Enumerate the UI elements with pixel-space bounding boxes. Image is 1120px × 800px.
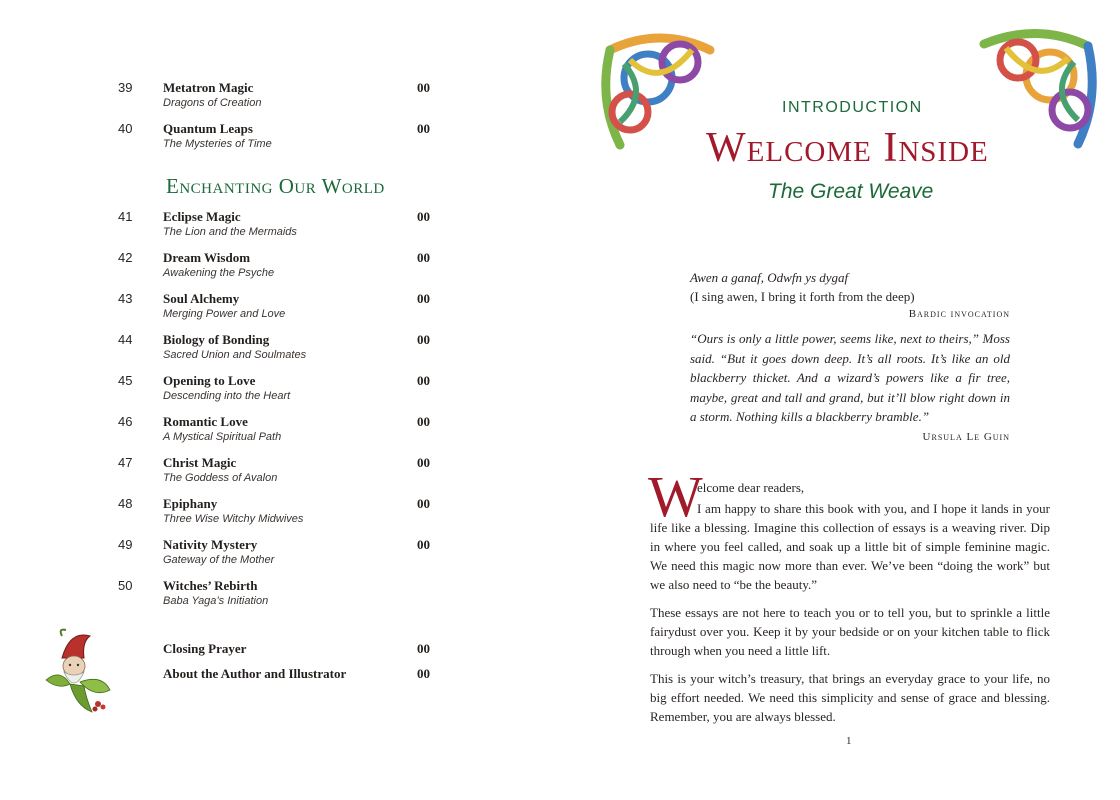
toc-number: 41 [118,209,133,224]
toc-subtitle: Gateway of the Mother [163,554,275,566]
body-paragraph-2-text: These essays are not here to teach you or to tell you, but to sprinkle a little fairydust over you. Keep it by your bedside or on your kitchen table to flick through when you need a little lift. [650,605,1050,658]
toc-subtitle: The Lion and the Mermaids [163,226,297,238]
toc-page-number: 00 [417,641,430,656]
toc-title: Christ Magic [163,455,237,470]
toc-number: 45 [118,373,133,388]
toc-title: Nativity Mystery [163,537,258,552]
epigraph-line-welsh: Awen a ganaf, Odwfn ys dygaf [690,270,849,285]
toc-section-heading: Enchanting Our World [166,174,385,198]
quote-attribution: Ursula Le Guin [922,431,1010,443]
toc-number: 46 [118,414,133,429]
toc-page-number: 00 [417,80,430,95]
toc-subtitle: Descending into the Heart [163,390,291,402]
toc-page-number: 00 [417,121,430,136]
toc-number: 44 [118,332,133,347]
toc-title: Eclipse Magic [163,209,241,224]
toc-number: 47 [118,455,133,470]
toc-title: Biology of Bonding [163,332,270,347]
toc-title: Witches’ Rebirth [163,578,258,593]
toc-page-number: 00 [417,455,430,470]
toc-number: 43 [118,291,133,306]
chapter-title: Welcome Inside [706,125,989,171]
toc-title: Epiphany [163,496,218,511]
toc-page-number: 00 [417,496,430,511]
toc-page-number: 00 [417,666,430,681]
toc-title: Quantum Leaps [163,121,253,136]
toc-title: Soul Alchemy [163,291,240,306]
toc-title: Opening to Love [163,373,256,388]
toc-subtitle: Merging Power and Love [163,308,286,320]
celtic-knot-left-icon [600,30,720,152]
body-paragraph-1-text: I am happy to share this book with you, and I hope it lands in your life like a blessing. Imagine this collection of essays is a weaving river. Dip in where you feel called, and soak up a little bit of simple feminine magic. We need this magic now more than ever. We’ve been “doing the work” but we also need to “be the beauty.” [650,501,1050,592]
drop-cap: W [648,464,703,529]
toc-subtitle: A Mystical Spiritual Path [163,431,282,443]
toc-number: 40 [118,121,133,136]
body-paragraph-3-text: This is your witch’s treasury, that brings an everyday grace to your life, no big effort needed. We need this simplicity and sense of grace and blessing. Remember, you are always blessed. [650,671,1050,724]
epigraph-quote: “Ours is only a little power, seems like, next to theirs,” Moss said. “But it goes down deep. It’s all roots. It’s like an old blackberry thicket. And a wizard’s powers like a fir tree, maybe, great and tall and grand, but it’ll blow right down in a storm. Nothing kills a blackberry bramble.” [690,331,1010,424]
toc-page-number: 00 [417,291,430,306]
body-paragraph-2 [650,603,1050,660]
chapter-subtitle: The Great Weave [768,180,934,203]
toc-subtitle: Three Wise Witchy Midwives [163,513,304,525]
toc-subtitle: Baba Yaga’s Initiation [163,595,269,607]
toc-page-number: 00 [417,209,430,224]
body-paragraph-1 [650,499,1050,594]
toc-number: 49 [118,537,133,552]
toc-page-number: 00 [417,250,430,265]
toc-title: Closing Prayer [163,641,247,656]
toc-page-number: 00 [417,537,430,552]
toc-title: Dream Wisdom [163,250,251,265]
body-paragraph-3 [650,669,1050,726]
toc-number: 50 [118,578,133,593]
toc-page-number: 00 [417,414,430,429]
epigraph-attribution: Bardic invocation [908,308,1010,320]
epigraph-line-translation: (I sing awen, I bring it forth from the deep) [690,289,915,304]
toc-number: 42 [118,250,133,265]
toc-subtitle: The Mysteries of Time [163,138,272,150]
toc-title: Romantic Love [163,414,248,429]
body-salutation: elcome dear readers, [697,480,805,495]
toc-page-number: 00 [417,373,430,388]
toc-number: 39 [118,80,133,95]
toc-title: About the Author and Illustrator [163,666,347,681]
toc-subtitle: Sacred Union and Soulmates [163,349,307,361]
gnome-illustration [40,628,116,714]
toc-subtitle: Awakening the Psyche [163,267,275,279]
toc-subtitle: The Goddess of Avalon [163,472,278,484]
toc-number: 48 [118,496,133,511]
chapter-label: INTRODUCTION [782,99,923,116]
toc-subtitle: Dragons of Creation [163,97,262,109]
page-number: 1 [846,735,852,747]
toc-page-number: 00 [417,332,430,347]
toc-title: Metatron Magic [163,80,254,95]
celtic-knot-right-icon [974,28,1098,150]
